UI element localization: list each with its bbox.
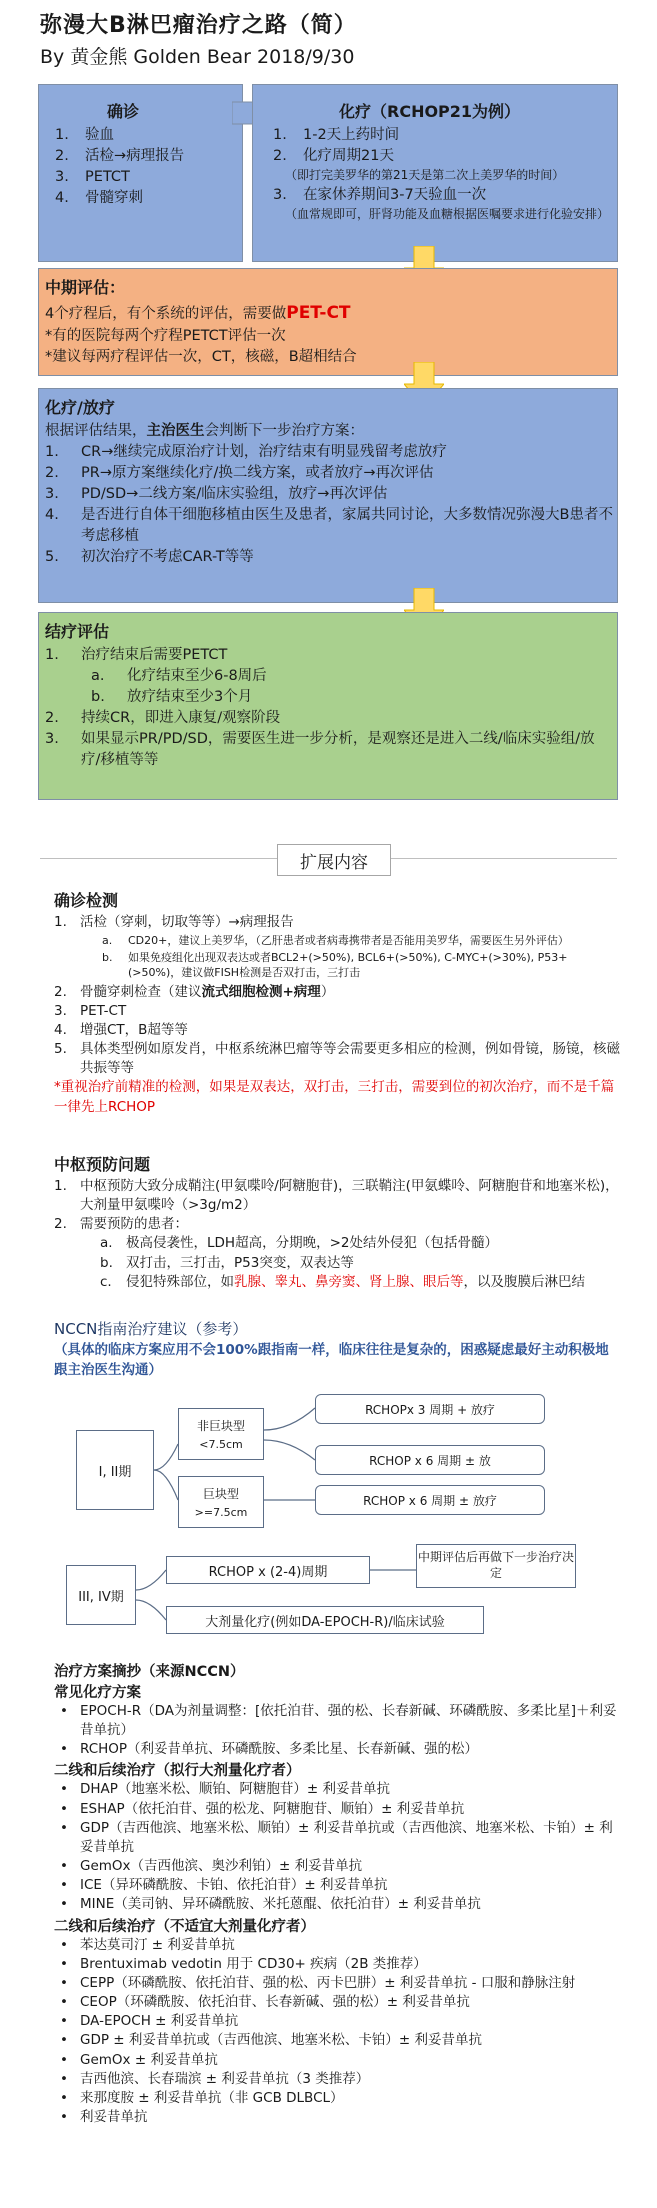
- end-evaluation-subitem: a. 化疗结束至少6-8周后: [91, 668, 267, 685]
- rchop-2-4-node: RCHOP x (2-4)周期: [166, 1556, 370, 1584]
- list-item: 2. 骨髓穿刺检查（建议流式细胞检测+病理）: [54, 983, 335, 1000]
- byline: By 黄金熊 Golden Bear 2018/9/30: [40, 46, 355, 68]
- warning-note: *重视治疗前精准的检测，如果是双表达，双打击，三打击，需要到位的初次治疗，而不是千篇一律先上RCHOP: [54, 1079, 615, 1115]
- list-item: 2. 需要预防的患者：: [54, 1216, 188, 1233]
- radiotherapy-intro: 根据评估结果，主治医生会判断下一步治疗方案：: [45, 423, 364, 439]
- rchop-3-node: RCHOPx 3 周期 + 放疗: [315, 1394, 545, 1424]
- chemo-item: 3. 在家休养期间3-7天验血一次: [273, 187, 487, 204]
- chemo-title: 化疗（RCHOP21为例）: [339, 102, 521, 121]
- third-line-title: 二线和后续治疗（不适宜大剂量化疗者）: [54, 1918, 315, 1935]
- non-bulky-size: <7.5cm: [199, 1438, 243, 1451]
- section-title: 中枢预防问题: [54, 1155, 151, 1174]
- bulky-label: 巨块型: [202, 1487, 239, 1501]
- chemo-item-note: （即打完美罗华的第21天是第二次上美罗华的时间）: [285, 168, 565, 183]
- radiotherapy-item: 2. PR→原方案继续化疗/换二线方案，或者放疗→再次评估: [45, 465, 434, 482]
- end-evaluation-item: 1. 治疗结束后需要PETCT: [45, 647, 228, 663]
- midterm-title: 中期评估：: [45, 278, 126, 297]
- regimen-item: • Brentuximab vedotin 用于 CD30+ 疾病（2B 类推荐）: [60, 1955, 427, 1972]
- radiotherapy-title: 化疗/放疗: [45, 398, 115, 417]
- non-bulky-label: 非巨块型: [196, 1419, 245, 1433]
- regimen-item: • DA-EPOCH ± 利妥昔单抗: [60, 2013, 239, 2030]
- diagnosis-item: 1. 验血: [55, 127, 114, 143]
- midterm-line: 4个疗程后，有个系统的评估，需要做PET-CT: [45, 303, 351, 323]
- nccn-title: NCCN指南治疗建议（参考）: [54, 1320, 248, 1338]
- regimen-item: • 来那度胺 ± 利妥昔单抗（非 GCB DLBCL）: [60, 2089, 344, 2106]
- chemo-item-note: （血常规即可，肝肾功能及血糖根据医嘱要求进行化验安排）: [285, 207, 610, 222]
- regimen-title: 治疗方案摘抄（来源NCCN）: [54, 1664, 245, 1680]
- regimen-item: • RCHOP（利妥昔单抗、环磷酰胺、多柔比星、长春新碱、强的松）: [60, 1741, 479, 1758]
- expand-title: 扩展内容: [300, 852, 368, 873]
- list-item: 1. 活检（穿刺，切取等等）→病理报告: [54, 914, 294, 930]
- radiotherapy-item: 5. 初次治疗不考虑CAR-T等等: [45, 549, 254, 566]
- regimen-item: • GemOx ± 利妥昔单抗: [60, 2051, 218, 2068]
- list-subitem: b. 如果免疫组化出现双表达或者BCL2+(>50%), BCL6+(>50%), C-MYC+(>30%), P53+(>50%)，建议做FISH检测是否双打击，三打击: [102, 951, 568, 979]
- stage-1-2-node: I, II期: [76, 1430, 154, 1510]
- diagnosis-item: 4. 骨髓穿刺: [55, 190, 143, 207]
- regimen-item: • DHAP（地塞米松、顺铂、阿糖胞苷）± 利妥昔单抗: [60, 1781, 391, 1798]
- regimen-item: • GemOx（吉西他滨、奥沙利铂）± 利妥昔单抗: [60, 1858, 363, 1875]
- chemo-item: 2. 化疗周期21天: [273, 148, 394, 165]
- page-title: 弥漫大B淋巴瘤治疗之路（简）: [40, 13, 357, 38]
- list-subitem: c. 侵犯特殊部位，如乳腺、睾丸、鼻旁窦、肾上腺、眼后等，以及腹膜后淋巴结: [100, 1273, 585, 1290]
- regimen-item: • 吉西他滨、长春瑞滨 ± 利妥昔单抗（3 类推荐）: [60, 2070, 370, 2087]
- nccn-note: （具体的临床方案应用不会100%跟指南一样，临床往往是复杂的，困惑疑虑最好主动积极地跟主治医生沟通）: [54, 1342, 609, 1378]
- list-item: 5. 具体类型例如原发肖，中枢系统淋巴瘤等等会需要更多相应的检测，例如骨镜，肠镜，核磁共振等等: [54, 1041, 620, 1077]
- stage-3-4-node: III, IV期: [66, 1565, 136, 1625]
- end-evaluation-subitem: b. 放疗结束至少3个月: [91, 689, 253, 706]
- list-subitem: b. 双打击，三打击，P53突变，双表达等: [100, 1254, 354, 1271]
- radiotherapy-item: 4. 是否进行自体干细胞移植由医生及患者，家属共同讨论，大多数情况弥漫大B患者不考虑移植: [45, 507, 613, 545]
- regimen-item: • ICE（异环磷酰胺、卡铂、依托泊苷）± 利妥昔单抗: [60, 1877, 388, 1894]
- bulky-size: >=7.5cm: [194, 1506, 248, 1519]
- end-evaluation-title: 结疗评估: [45, 622, 110, 641]
- diagnosis-item: 2. 活检→病理报告: [55, 148, 185, 165]
- rchop-6b-node: RCHOP x 6 周期 ± 放疗: [315, 1485, 545, 1515]
- list-item: 3. PET-CT: [54, 1002, 127, 1019]
- rchop-6a-node: RCHOP x 6 周期 ± 放: [315, 1445, 545, 1475]
- high-dose-node: 大剂量化疗(例如DA-EPOCH-R)/临床试验: [166, 1606, 484, 1634]
- regimen-item: • CEOP（环磷酰胺、依托泊苷、长春新碱、强的松）± 利妥昔单抗: [60, 1994, 470, 2011]
- regimen-item: • CEPP（环磷酰胺、依托泊苷、强的松、丙卡巴肼）± 利妥昔单抗 - 口服和静脉注射: [60, 1974, 576, 1991]
- midterm-line: *建议每两疗程评估一次，CT，核磁，B超相结合: [45, 348, 357, 365]
- regimen-item: • GDP（吉西他滨、地塞米松、顺铂）± 利妥昔单抗或（吉西他滨、地塞米松、卡铂）± 利妥昔单抗: [60, 1819, 613, 1855]
- bulky-node: [178, 1476, 264, 1528]
- mid-check-node: 中期评估后再做下一步治疗决定: [416, 1544, 576, 1588]
- regimen-item: • EPOCH-R（DA为剂量调整：[依托泊苷、强的松、长春新碱、环磷酰胺、多柔比星]＋利妥昔单抗）: [60, 1703, 617, 1739]
- regimen-item: • GDP ± 利妥昔单抗或（吉西他滨、地塞米松、卡铂）± 利妥昔单抗: [60, 2032, 482, 2049]
- midterm-line: *有的医院每两个疗程PETCT评估一次: [45, 327, 286, 344]
- radiotherapy-item: 3. PD/SD→二线方案/临床实验组，放疗→再次评估: [45, 486, 388, 503]
- diagnosis-title: 确诊: [107, 102, 140, 121]
- second-line-title: 二线和后续治疗（拟行大剂量化疗者）: [54, 1763, 301, 1780]
- list-subitem: a. 极高侵袭性，LDH超高，分期晚，>2处结外侵犯（包括骨髓）: [100, 1235, 498, 1252]
- list-item: 1. 中枢预防大致分成鞘注(甲氨喋呤/阿糖胞苷)，三联鞘注(甲氨蝶呤、阿糖胞苷和地塞米松)，大剂量甲氨喋呤（>3g/m2）: [54, 1178, 619, 1214]
- non-bulky-node: [178, 1408, 264, 1460]
- end-evaluation-item: 2. 持续CR，即进入康复/观察阶段: [45, 710, 281, 727]
- regimen-item: • MINE（美司钠、异环磷酰胺、米托蒽醌、依托泊苷）± 利妥昔单抗: [60, 1896, 481, 1913]
- list-item: 4. 增强CT，B超等等: [54, 1022, 188, 1038]
- end-evaluation-item: 3. 如果显示PR/PD/SD，需要医生进一步分析，是观察还是进入二线/临床实验组/放疗/移植等等: [45, 731, 595, 769]
- diagnosis-item: 3. PETCT: [55, 169, 130, 186]
- common-regimen-title: 常见化疗方案: [54, 1685, 141, 1701]
- regimen-item: • 利妥昔单抗: [60, 2108, 148, 2125]
- chemo-item: 1. 1-2天上药时间: [273, 127, 400, 143]
- list-subitem: a. CD20+，建议上美罗华，（乙肝患者或者病毒携带者是否能用美罗华，需要医生另外评估）: [102, 934, 569, 948]
- section-title: 确诊检测: [54, 891, 119, 910]
- radiotherapy-item: 1. CR→继续完成原治疗计划，治疗结束有明显残留考虑放疗: [45, 444, 447, 461]
- regimen-item: • ESHAP（依托泊苷、强的松龙、阿糖胞苷、顺铂）± 利妥昔单抗: [60, 1800, 465, 1817]
- regimen-item: • 苯达莫司汀 ± 利妥昔单抗: [60, 1936, 235, 1953]
